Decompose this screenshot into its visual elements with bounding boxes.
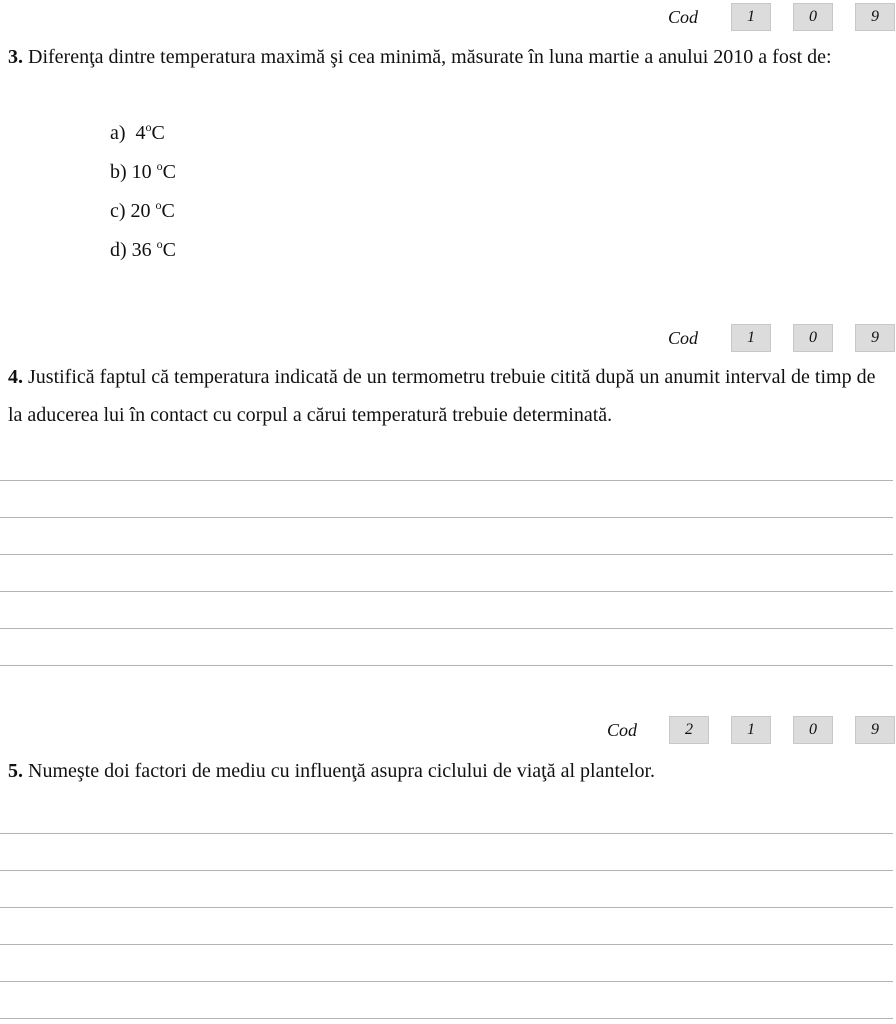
q3-cod-box-0[interactable]: 0	[793, 3, 833, 31]
option-letter: a)	[110, 122, 126, 144]
option-letter: b)	[110, 161, 127, 183]
option-unit: C	[151, 122, 165, 144]
option-unit: C	[161, 200, 175, 222]
q3-cod-row	[0, 3, 896, 31]
q4-cod-box-0[interactable]: 0	[793, 324, 833, 352]
option-unit: C	[162, 161, 177, 183]
option-value: 36	[131, 239, 152, 261]
q4-question	[8, 358, 888, 434]
option-letter: d)	[110, 239, 127, 261]
q5-cod-label: Cod	[607, 720, 638, 740]
q5-answer-line[interactable]	[0, 981, 893, 982]
q3-cod-box-1[interactable]: 1	[731, 3, 771, 31]
q5-cod-box-2[interactable]: 2	[669, 716, 709, 744]
q5-answer-line[interactable]	[0, 833, 893, 834]
q5-cod-box-1[interactable]: 1	[731, 716, 771, 744]
option-letter: c)	[110, 200, 126, 222]
q4-cod-label: Cod	[668, 328, 699, 348]
q4-answer-line[interactable]	[0, 591, 893, 592]
q5-answer-line[interactable]	[0, 907, 893, 908]
q4-answer-line[interactable]	[0, 628, 893, 629]
q5-cod-box-9[interactable]: 9	[855, 716, 895, 744]
degree-sign: o	[155, 198, 162, 212]
q5-question	[8, 752, 888, 790]
degree-sign: o	[156, 159, 163, 173]
q5-text: Numeşte doi factori de mediu cu influenţă asupra ciclului de viaţă al plantelor.	[28, 760, 656, 782]
q4-answer-line[interactable]	[0, 480, 893, 481]
q4-number: 4.	[8, 366, 23, 388]
option-unit: C	[162, 239, 177, 261]
q4-answer-line[interactable]	[0, 554, 893, 555]
q5-number: 5.	[8, 760, 23, 782]
q3-option-b[interactable]	[110, 157, 176, 187]
q4-cod-box-1[interactable]: 1	[731, 324, 771, 352]
q4-answer-line[interactable]	[0, 665, 893, 666]
q4-cod-box-9[interactable]: 9	[855, 324, 895, 352]
q4-cod-row	[0, 324, 896, 352]
q3-option-a[interactable]	[110, 118, 165, 148]
option-value: 20	[130, 200, 151, 222]
q5-answer-line[interactable]	[0, 944, 893, 945]
q5-cod-box-0[interactable]: 0	[793, 716, 833, 744]
q3-question	[8, 38, 888, 76]
q3-cod-box-9[interactable]: 9	[855, 3, 895, 31]
q3-option-d[interactable]	[110, 235, 176, 265]
q5-answer-line[interactable]	[0, 870, 893, 871]
q3-option-c[interactable]	[110, 196, 175, 226]
q4-answer-line[interactable]	[0, 517, 893, 518]
degree-sign: o	[156, 237, 163, 251]
q3-number: 3.	[8, 46, 23, 68]
q3-text: Diferenţa dintre temperatura maximă şi cea minimă, măsurate în luna martie a anului 2010 a fost de:	[28, 46, 832, 68]
q3-cod-label: Cod	[668, 7, 699, 27]
q5-answer-line[interactable]	[0, 1018, 893, 1019]
q4-text: Justifică faptul că temperatura indicată de un termometru trebuie citită după un anumit interval de timp de la aducerea lui în contact cu corpul a cărui temperatură trebuie determinată.	[8, 366, 876, 426]
option-value: 4	[135, 122, 146, 144]
degree-sign: o	[145, 120, 152, 134]
q5-cod-row	[0, 716, 896, 744]
option-value: 10	[131, 161, 152, 183]
